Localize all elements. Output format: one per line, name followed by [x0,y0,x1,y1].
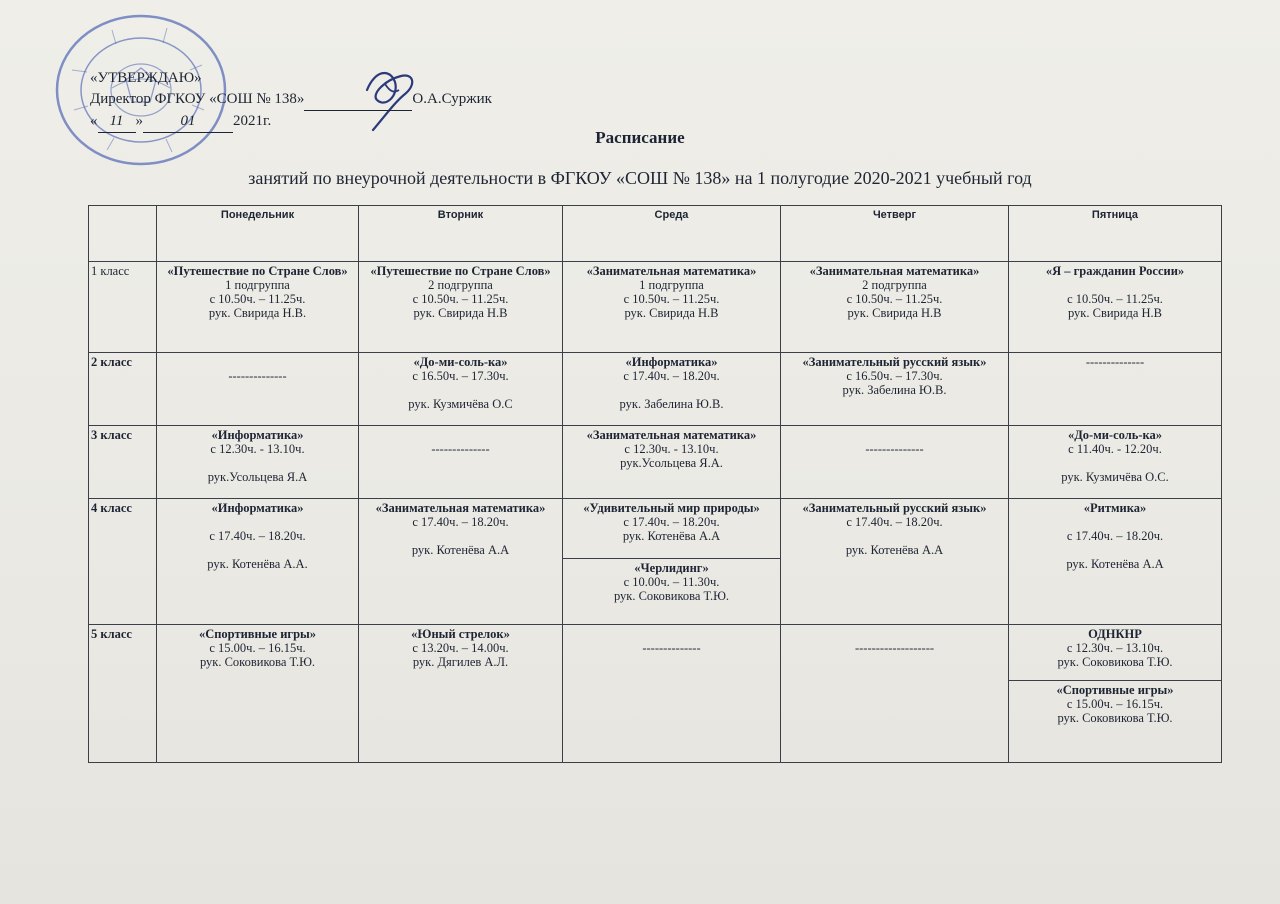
approval-signer: О.А.Суржик [412,91,492,107]
schedule-cell: «Спортивные игры» с 15.00ч. – 16.15ч. рук. Соковикова Т.Ю. [1009,681,1222,763]
schedule-cell-empty: -------------- [781,426,1009,499]
schedule-cell: «Занимательная математика» с 12.30ч. - 13.10ч. рук.Усольцева Я.А. [563,426,781,499]
schedule-cell: «До-ми-соль-ка» с 11.40ч. - 12.20ч. рук. Кузмичёва О.С. [1009,426,1222,499]
schedule-cell: «Черлидинг» с 10.00ч. – 11.30ч. рук. Соковикова Т.Ю. [563,559,781,625]
schedule-cell: «Информатика» с 12.30ч. - 13.10ч. рук.Усольцева Я.А [157,426,359,499]
approval-block [90,68,492,133]
schedule-cell: «Удивительный мир природы» с 17.40ч. – 18.20ч. рук. Котенёва А.А [563,499,781,559]
header-day: Четверг [781,206,1009,262]
header-day: Вторник [359,206,563,262]
schedule-table [88,205,1222,763]
header-day: Среда [563,206,781,262]
approval-date-month: 01 [143,111,233,133]
class-label: 3 класс [89,426,157,499]
class-label: 2 класс [89,353,157,426]
table-row [89,353,1222,426]
approval-position: Директор ФГКОУ «СОШ № 138» [90,91,305,107]
schedule-cell: «Информатика» с 17.40ч. – 18.20ч. рук. Забелина Ю.В. [563,353,781,426]
schedule-cell: «Информатика» с 17.40ч. – 18.20ч. рук. Котенёва А.А. [157,499,359,625]
schedule-cell-empty: ------------------- [781,625,1009,763]
schedule-cell: «До-ми-соль-ка» с 16.50ч. – 17.30ч. рук. Кузмичёва О.С [359,353,563,426]
class-label: 5 класс [89,625,157,763]
schedule-cell: «Занимательная математика» 1 подгруппа с 10.50ч. – 11.25ч. рук. Свирида Н.В [563,262,781,353]
header-corner [89,206,157,262]
schedule-cell: «Юный стрелок» с 13.20ч. – 14.00ч. рук. Дягилев А.Л. [359,625,563,763]
schedule-cell: «Я – гражданин России» с 10.50ч. – 11.25ч. рук. Свирида Н.В [1009,262,1222,353]
table-row [89,499,1222,559]
table-row [89,625,1222,681]
schedule-cell: «Занимательная математика» с 17.40ч. – 18.20ч. рук. Котенёва А.А [359,499,563,625]
schedule-cell: «Путешествие по Стране Слов» 2 подгруппа с 10.50ч. – 11.25ч. рук. Свирида Н.В [359,262,563,353]
table-row [89,426,1222,499]
approval-heading: «УТВЕРЖДАЮ» [90,70,202,86]
class-label: 1 класс [89,262,157,353]
header-row [89,206,1222,262]
schedule-cell: «Спортивные игры» с 15.00ч. – 16.15ч. рук. Соковикова Т.Ю. [157,625,359,763]
schedule-cell: «Занимательная математика» 2 подгруппа с 10.50ч. – 11.25ч. рук. Свирида Н.В [781,262,1009,353]
header-day: Понедельник [157,206,359,262]
schedule-cell: «Ритмика» с 17.40ч. – 18.20ч. рук. Котенёва А.А [1009,499,1222,625]
approval-date: « 11 » 01 2021г. [90,111,492,133]
approval-director-line [90,89,492,111]
class-label: 4 класс [89,499,157,625]
header-day: Пятница [1009,206,1222,262]
document-subtitle: занятий по внеурочной деятельности в ФГКОУ «СОШ № 138» на 1 полугодие 2020-2021 учебный год [248,168,1032,188]
schedule-cell: «Путешествие по Стране Слов» 1 подгруппа с 10.50ч. – 11.25ч. рук. Свирида Н.В. [157,262,359,353]
schedule-cell-empty: -------------- [157,353,359,426]
document-title: Расписание [595,128,685,147]
schedule-cell: ОДНКНР с 12.30ч. – 13.10ч. рук. Соковикова Т.Ю. [1009,625,1222,681]
approval-date-day: 11 [98,111,136,133]
approval-date-year: 2021г. [233,113,272,129]
schedule-cell: «Занимательный русский язык» с 17.40ч. – 18.20ч. рук. Котенёва А.А [781,499,1009,625]
table-row [89,262,1222,353]
schedule-cell-empty: -------------- [1009,353,1222,426]
schedule-cell-empty: -------------- [359,426,563,499]
schedule-cell-empty: -------------- [563,625,781,763]
schedule-cell: «Занимательный русский язык» с 16.50ч. – 17.30ч. рук. Забелина Ю.В. [781,353,1009,426]
